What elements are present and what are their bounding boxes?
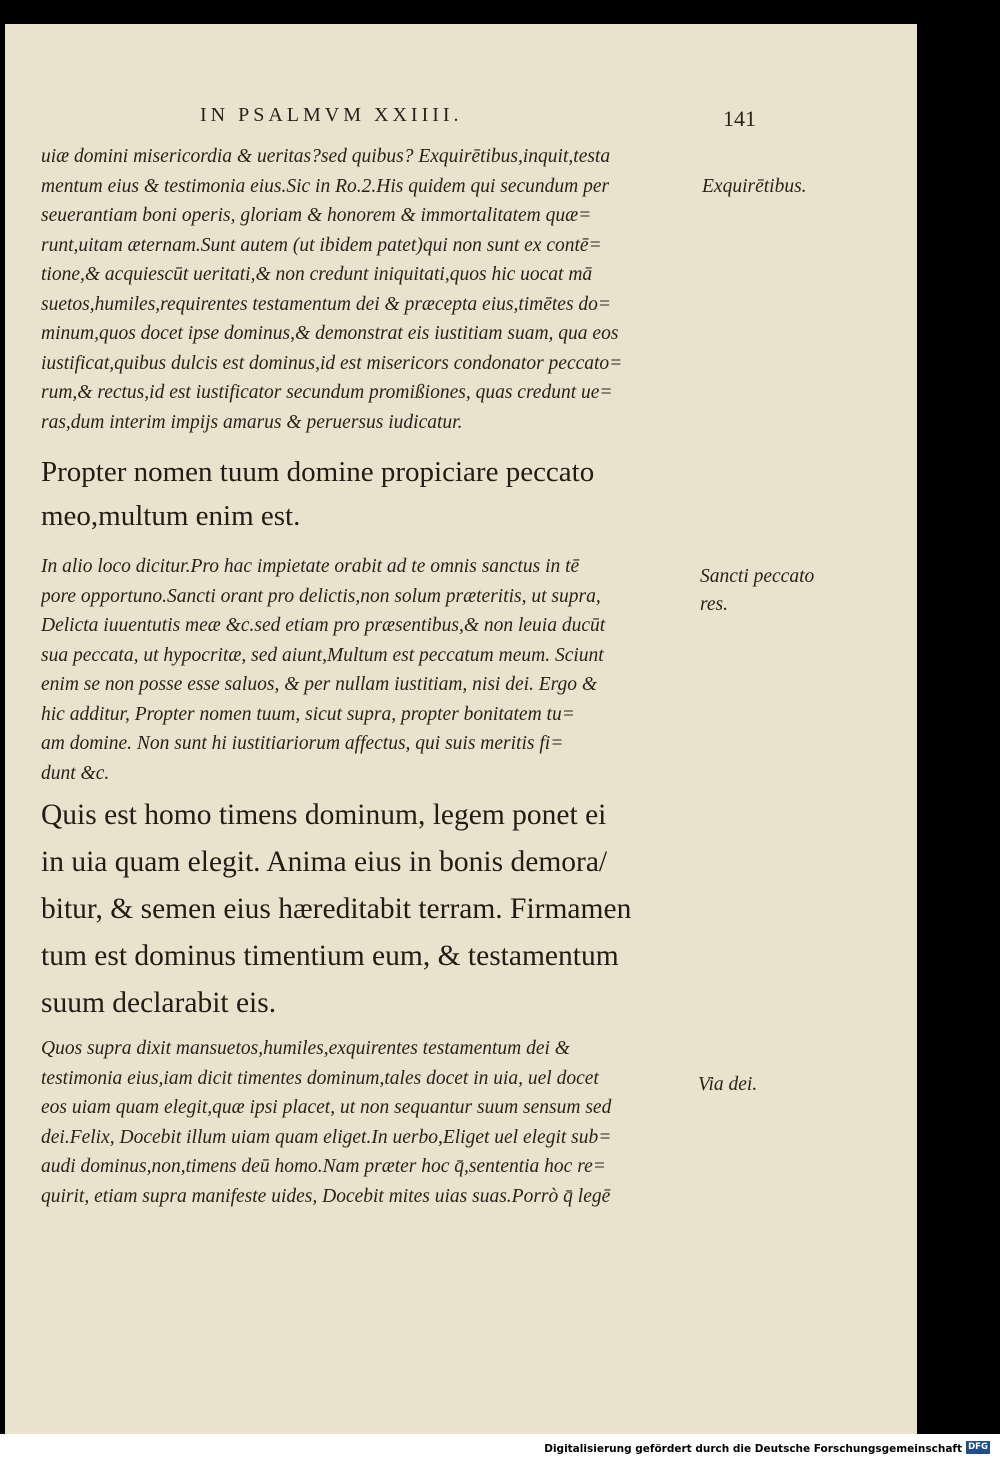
commentary-line: uiæ domini misericordia & ueritas?sed quibus? Exquirētibus,inquit,testa	[41, 146, 611, 167]
psalm-verse-block-1	[41, 450, 701, 538]
verse-line: in uia quam elegit. Anima eius in bonis demora/	[41, 846, 608, 878]
dfg-logo-icon: DFG	[966, 1441, 990, 1454]
page-number: 141	[723, 106, 756, 131]
commentary-line: quirit, etiam supra manifeste uides, Docebit mites uias suas.Porrò q̄ legē	[41, 1185, 611, 1207]
commentary-line: ras,dum interim impijs amarus & peruersus iudicatur.	[41, 411, 463, 433]
book-page	[5, 24, 917, 1434]
commentary-line: seuerantiam boni operis, gloriam & honorem & immortalitatem quæ=	[41, 205, 592, 226]
commentary-line: pore opportuno.Sancti orant pro delictis,non solum præteritis, ut supra,	[41, 585, 601, 607]
commentary-line: Delicta iuuentutis meæ &c.sed etiam pro præsentibus,& non leuia ducūt	[41, 615, 606, 636]
running-head: IN PSALMVM XXIIII.	[200, 104, 463, 126]
commentary-line: rum,& rectus,id est iustificator secundum promißiones, quas credunt ue=	[41, 382, 613, 403]
commentary-line: enim se non posse esse saluos, & per nullam iustitiam, nisi dei. Ergo &	[41, 674, 598, 695]
commentary-line: Quos supra dixit mansuetos,humiles,exquirentes testamentum dei &	[41, 1038, 570, 1059]
commentary-line: runt,uitam æternam.Sunt autem (ut ibidem patet)qui non sunt ex contē=	[41, 234, 602, 256]
commentary-line: iustificat,quibus dulcis est dominus,id est misericors condonator peccato=	[41, 352, 623, 374]
commentary-line: testimonia eius,iam dicit timentes dominum,tales docet in uia, uel docet	[41, 1067, 599, 1089]
verse-line: Quis est homo timens dominum, legem ponet ei	[41, 799, 607, 831]
marginal-note-sancti-line2: res.	[700, 594, 728, 615]
funding-credit: Digitalisierung gefördert durch die Deutsche Forschungsgemeinschaft	[544, 1443, 962, 1455]
commentary-line: dunt &c.	[41, 762, 110, 784]
verse-line: bitur, & semen eius hæreditabit terram. Firmamen	[41, 893, 632, 925]
marginal-note-sancti-line1: Sancti peccato	[700, 566, 815, 587]
commentary-block-2	[41, 552, 701, 788]
commentary-line: mentum eius & testimonia eius.Sic in Ro.2.His quidem qui secundum per	[41, 175, 610, 197]
verse-line: meo,multum enim est.	[41, 500, 301, 532]
commentary-line: am domine. Non sunt hi iustitiariorum affectus, qui suis meritis fi=	[41, 733, 564, 754]
commentary-line: sua peccata, ut hypocritæ, sed aiunt,Multum est peccatum meum. Sciunt	[41, 644, 604, 666]
commentary-line: dei.Felix, Docebit illum uiam quam eliget.In uerbo,Eliget uel elegit sub=	[41, 1126, 612, 1148]
psalm-verse-block-2	[41, 792, 701, 1027]
verse-line: Propter nomen tuum domine propiciare peccato	[41, 456, 595, 488]
marginal-note-via-dei: Via dei.	[698, 1074, 758, 1095]
verse-line: tum est dominus timentium eum, & testamentum	[41, 940, 619, 972]
commentary-line: In alio loco dicitur.Pro hac impietate orabit ad te omnis sanctus in tē	[41, 556, 580, 577]
commentary-line: tione,& acquiescūt ueritati,& non credunt iniquitati,quos hic uocat mā	[41, 264, 593, 285]
commentary-line: suetos,humiles,requirentes testamentum dei & præcepta eius,timētes do=	[41, 293, 612, 315]
commentary-line: hic additur, Propter nomen tuum, sicut supra, propter bonitatem tu=	[41, 703, 575, 725]
marginal-note-exquirentibus: Exquirētibus.	[702, 176, 807, 197]
commentary-line: audi dominus,non,timens deū homo.Nam præter hoc q̄,sententia hoc re=	[41, 1156, 606, 1177]
commentary-block-1	[41, 142, 701, 437]
commentary-line: minum,quos docet ipse dominus,& demonstrat eis iustitiam suam, qua eos	[41, 323, 619, 344]
verse-line: suum declarabit eis.	[41, 987, 277, 1019]
commentary-line: eos uiam quam elegit,quæ ipsi placet, ut non sequantur suum sensum sed	[41, 1097, 612, 1118]
commentary-block-3	[41, 1034, 701, 1211]
